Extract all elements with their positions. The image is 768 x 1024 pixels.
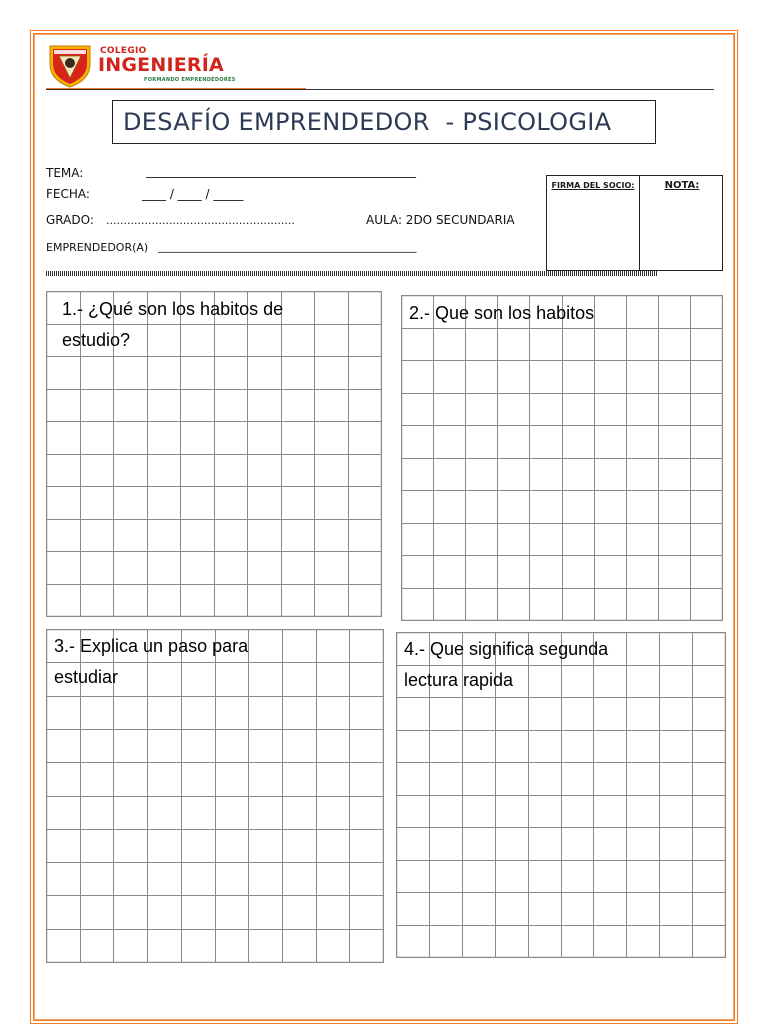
- logo-name: INGENIERÍA: [98, 54, 224, 76]
- answer-grid-1[interactable]: [46, 291, 382, 617]
- emprendedor-label: EMPRENDEDOR(A): [46, 241, 149, 254]
- grado-label: GRADO:: [46, 213, 94, 227]
- nota-label: NOTA:: [664, 180, 700, 191]
- fecha-label: FECHA:: [46, 187, 90, 201]
- tema-label: TEMA:: [46, 166, 84, 180]
- answer-grid-2[interactable]: [401, 295, 723, 621]
- school-logo: [48, 42, 248, 88]
- dotted-separator: [46, 271, 658, 276]
- aula-text: AULA: 2DO SECUNDARIA: [366, 213, 515, 227]
- grado-dots[interactable]: ......................................................: [106, 214, 295, 227]
- sign-box-divider: [639, 176, 640, 270]
- logo-small-text: COLEGIO: [100, 46, 147, 56]
- question-1-line-2: estudio?: [62, 330, 131, 350]
- question-3-line-1: 3.- Explica un paso para: [54, 636, 249, 656]
- firma-label: FIRMA DEL SOCIO:: [551, 181, 635, 190]
- question-2-line-1: 2.- Que son los habitos: [409, 303, 595, 323]
- grid-lines: [401, 295, 723, 621]
- answer-grid-3[interactable]: [46, 629, 384, 963]
- question-1-line-1: 1.- ¿Qué son los habitos de: [62, 299, 284, 319]
- header-rule: [46, 89, 714, 90]
- question-3-line-2: estudiar: [54, 667, 119, 687]
- signature-grade-box: [546, 175, 723, 271]
- question-4-line-2: lectura rapida: [404, 670, 514, 690]
- question-4-line-1: 4.- Que significa segunda: [404, 639, 609, 659]
- fecha-blanks[interactable]: ____ / ____ / _____: [142, 187, 244, 201]
- page-title: DESAFÍO EMPRENDEDOR - PSICOLOGIA: [123, 108, 612, 136]
- shield-icon: [48, 42, 92, 88]
- tema-line[interactable]: _____________________________________________: [146, 164, 416, 178]
- title-box: [112, 100, 656, 144]
- answer-grid-4[interactable]: [396, 632, 726, 958]
- logo-tagline: FORMANDO EMPRENDEDORES: [144, 77, 236, 83]
- emprendedor-line[interactable]: _______________________________________________: [158, 240, 417, 253]
